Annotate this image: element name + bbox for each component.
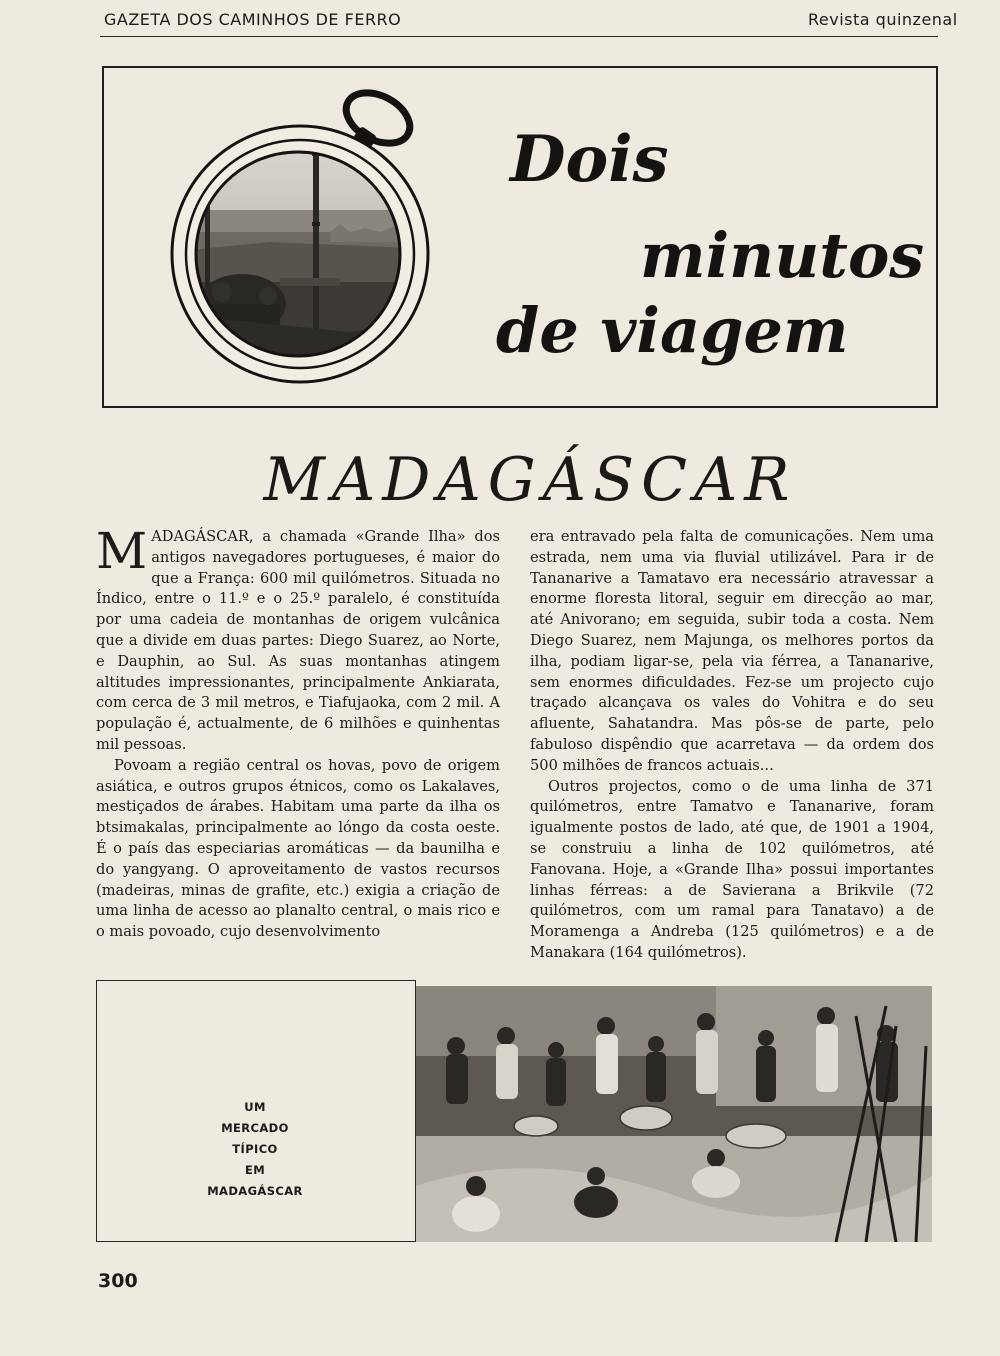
publication-frequency: Revista quinzenal xyxy=(808,10,958,29)
market-photograph xyxy=(416,986,932,1242)
publication-title: GAZETA DOS CAMINHOS DE FERRO xyxy=(104,10,402,29)
pocket-watch-illustration xyxy=(150,82,470,402)
paragraph: MADAGÁSCAR, a chamada «Grande Ilha» dos antigos navegadores portugueses, é maior do que a França: 600 mil quilómetros. Situada no Índico, entre o 11.º e o 25.º paralelo, é constituída por uma cadeia de montanhas de origem vulcânica que a divide em duas partes: Diego Suarez, ao Norte, e Dauphin, ao Sul. As suas montanhas atingem altitudes impressionantes, principalmente Ankiarata, com cerca de 3 mil metros, e Tiafujaoka, com 2 mil. A população é, actualmente, de 6 milhões e quinhentas mil pessoas. xyxy=(96,522,500,753)
drop-cap: M xyxy=(96,522,148,580)
article-title: MADAGÁSCAR xyxy=(263,445,797,515)
feature-title-line2: minutos xyxy=(640,219,925,292)
photo-caption: UM MERCADO TÍPICO EM MADAGÁSCAR xyxy=(207,1100,303,1198)
article-column-left xyxy=(96,522,500,943)
paragraph: Povoam a região central os hovas, povo de origem asiática, e outros grupos étnicos, como os Lakalaves, mestiçados de árabes. Habitam uma parte da ilha os btsimakalas, principalmente ao lóngo da costa oeste. É o país das especiarias aromáticas — da baunilha e do yangyang. O aproveitamento de vastos recursos (madeiras, minas de grafite, etc.) exigia a criação de uma linha de acesso ao planalto central, o mais rico e o mais povoado, cujo desenvolvimento xyxy=(96,756,500,941)
page-number: 300 xyxy=(98,1270,138,1292)
feature-title-line3: de viagem xyxy=(496,294,849,367)
article-column-right xyxy=(530,527,934,964)
paragraph: era entravado pela falta de comunicações. Nem uma estrada, nem uma via fluvial utilizável. Para ir de Tananarive a Tamatavo era necessário atravessar a enorme floresta litoral, seguir em direcção ao mar, até Anivorano; em seguida, subir toda a costa. Nem Diego Suarez, nem Majunga, os melhores portos da ilha, podiam ligar-se, pela via férrea, a Tananarive, sem enormes dificuldades. Fez-se um projecto cujo traçado alcançava os vales do Vohitra e do seu afluente, Sahatandra. Mas pôs-se de parte, pelo fabuloso dispêndio que acarretava — da ordem dos 500 milhões de francos actuais... xyxy=(530,528,934,774)
paragraph: Outros projectos, como o de uma linha de 371 quilómetros, entre Tamatvo e Tananarive, foram igualmente postos de lado, até que, de 1901 a 1904, se construiu a linha de 102 quilómetros, até Fanovana. Hoje, a «Grande Ilha» possui importantes linhas férreas: a de Savierana a Brikvile (72 quilómetros, com um ramal para Tanatavo) a de Moramenga a Andreba (125 quilómetros) e a de Manakara (164 quilómetros). xyxy=(530,777,934,961)
feature-title-line1: Dois xyxy=(510,122,669,197)
header-rule xyxy=(100,36,938,37)
